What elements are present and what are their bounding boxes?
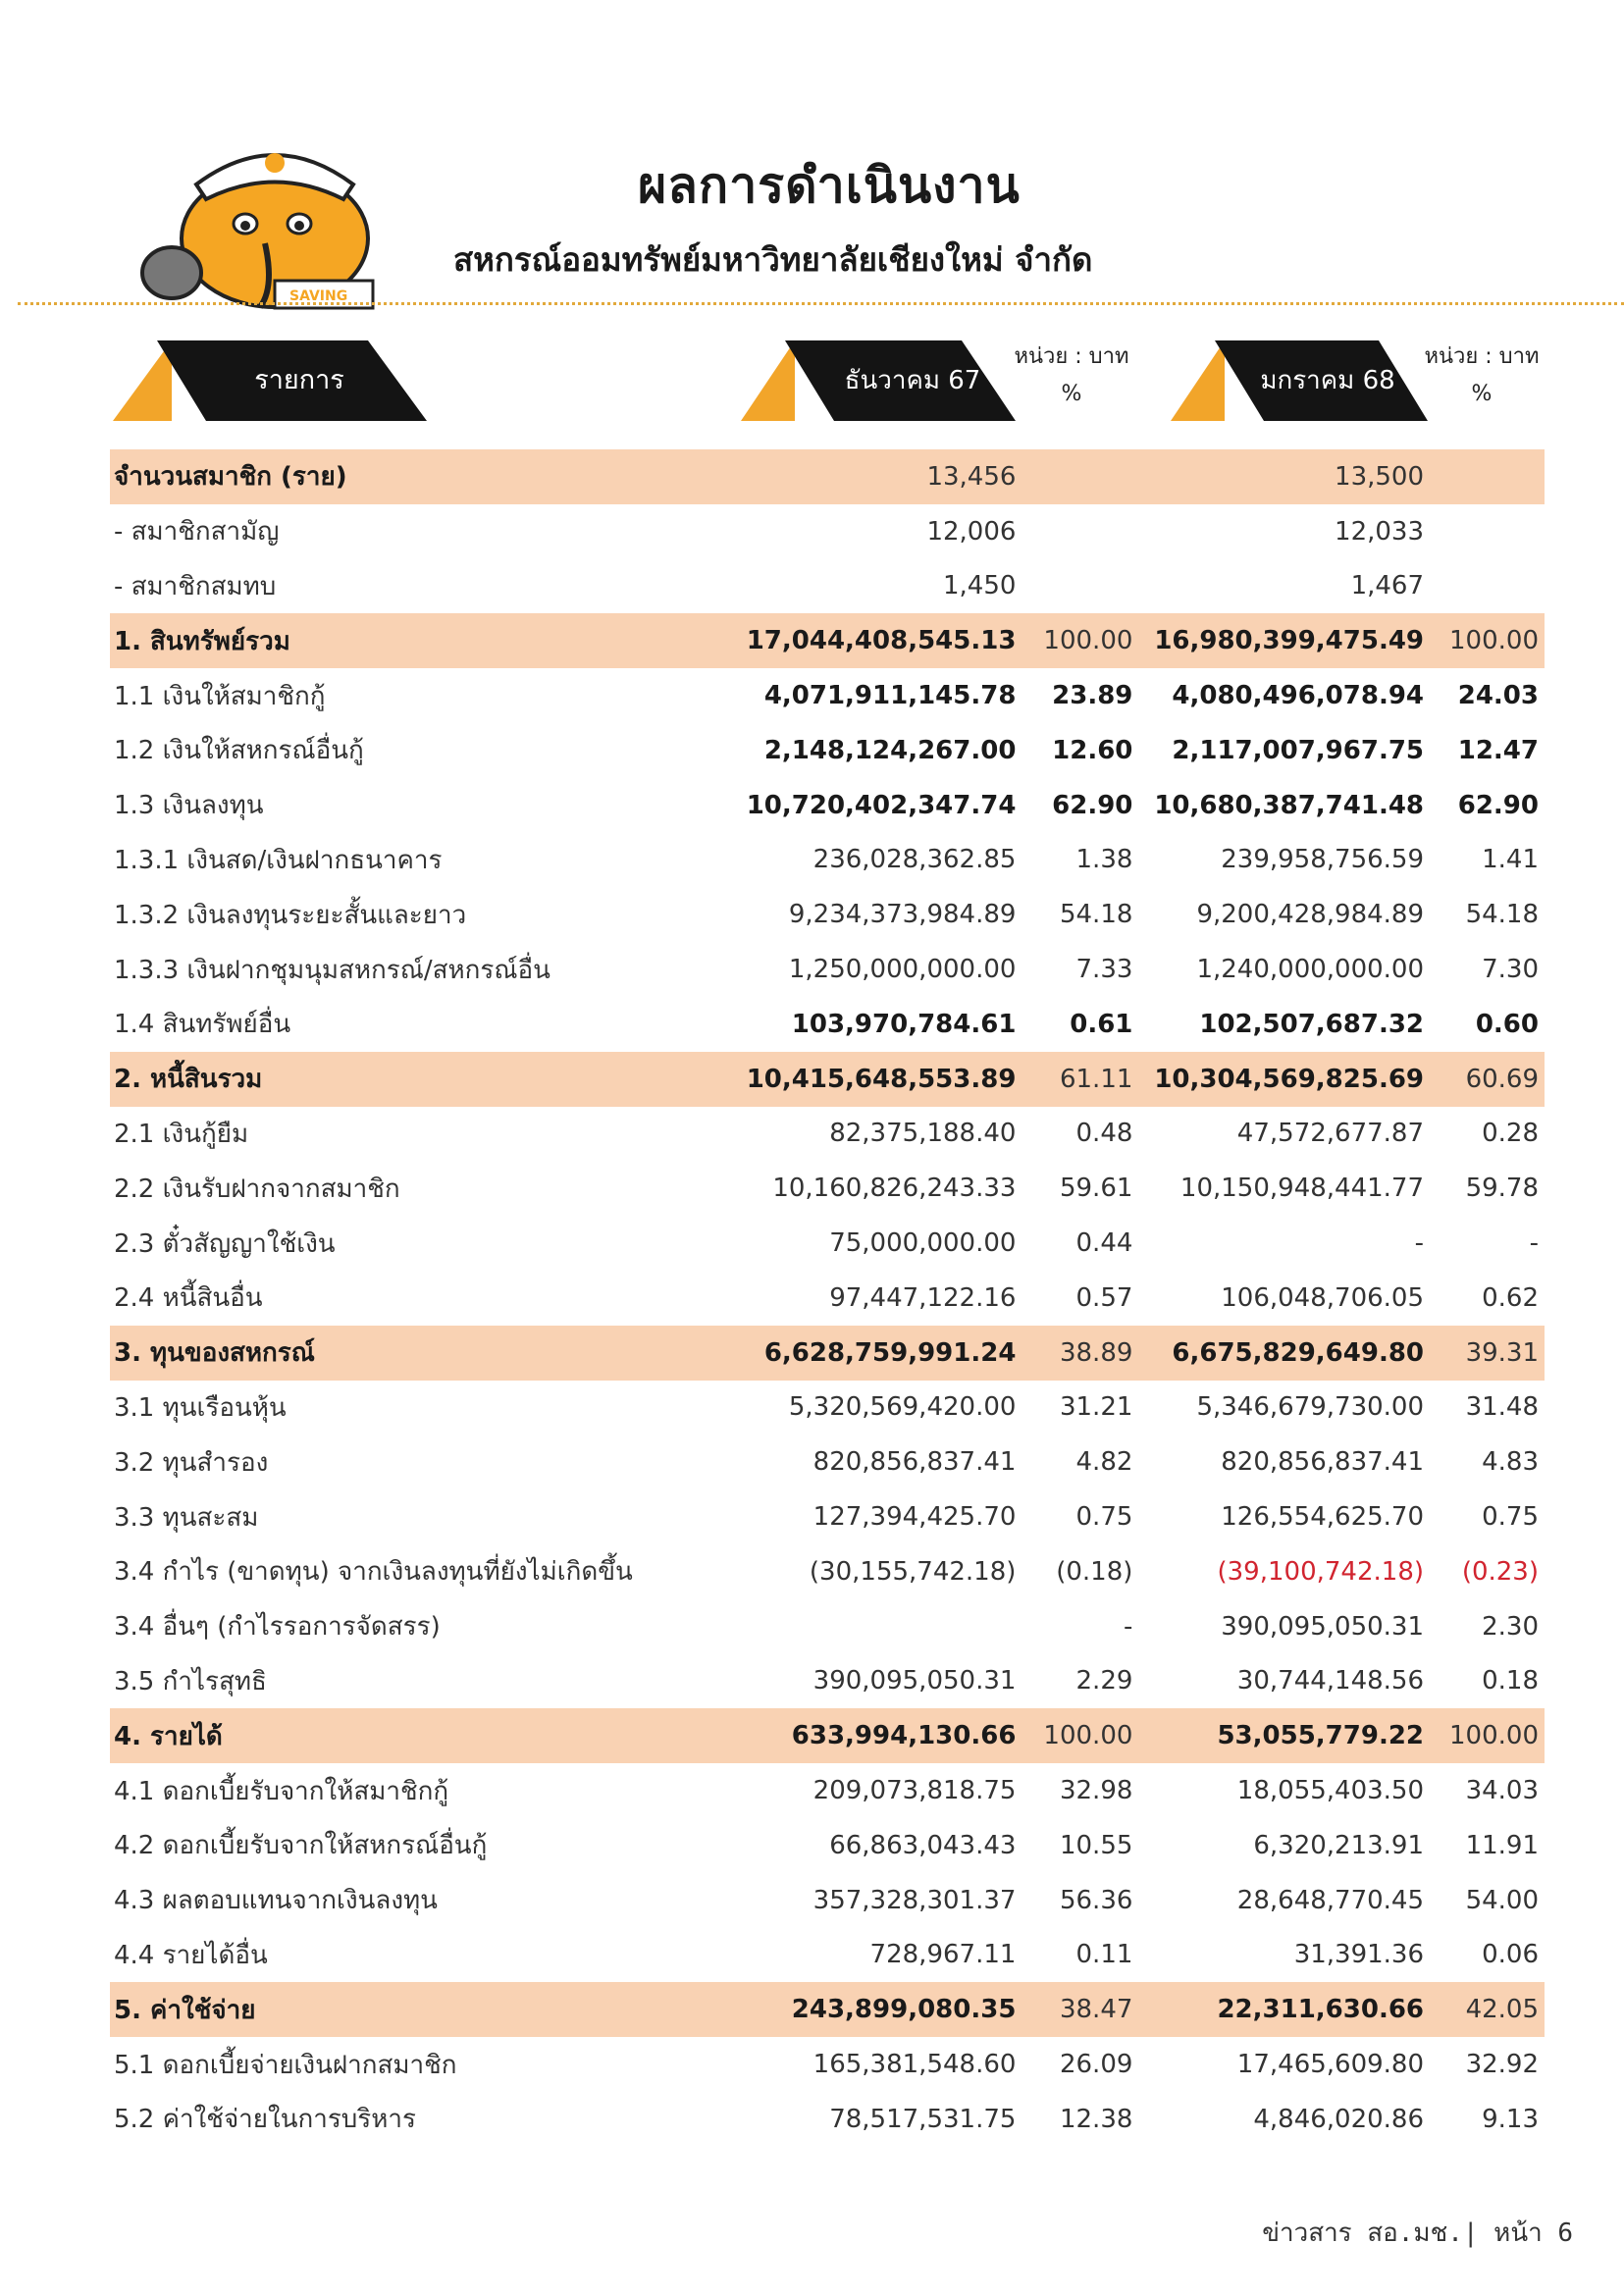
- row-percent-period1: 12.60: [1052, 735, 1133, 765]
- table-row: [110, 559, 1545, 614]
- row-label: 2.4 หนี้สินอื่น: [114, 1283, 263, 1314]
- row-percent-period2: 4.83: [1482, 1447, 1539, 1478]
- row-percent-period2: [1449, 504, 1545, 559]
- unit-label-2-percent: %: [1471, 382, 1493, 406]
- table-row: [110, 1544, 1545, 1599]
- page-title: ผลการดำเนินงาน: [638, 157, 1021, 214]
- row-percent-period1: 10.55: [1059, 1830, 1133, 1860]
- row-percent-period1: 0.75: [1075, 1502, 1133, 1533]
- row-percent-period1: 0.48: [1075, 1119, 1133, 1149]
- row-value-period1: 820,856,837.41: [812, 1447, 1017, 1478]
- row-value-period1: 13,456: [684, 449, 1043, 504]
- row-percent-period1: 62.90: [1052, 790, 1133, 820]
- row-value-period1: 17,044,408,545.13: [684, 613, 1043, 668]
- row-value-period2: -: [1414, 1228, 1425, 1259]
- row-label: 1.3 เงินลงทุน: [114, 791, 264, 821]
- row-value-period1: 390,095,050.31: [812, 1666, 1017, 1696]
- row-value-period2: 10,150,948,441.77: [1179, 1174, 1425, 1204]
- row-value-period2: 5,346,679,730.00: [1196, 1392, 1425, 1423]
- row-value-period2: 4,080,496,078.94: [1172, 681, 1425, 711]
- row-percent-period2: 0.06: [1482, 1940, 1539, 1970]
- row-value-period2: 820,856,837.41: [1221, 1447, 1425, 1478]
- unit-label-1: [1003, 339, 1140, 413]
- row-percent-period1: 2.29: [1075, 1666, 1133, 1696]
- row-label: 1.4 สินทรัพย์อื่น: [114, 1010, 291, 1040]
- row-label: 2. หนี้สินรวม: [110, 1052, 684, 1107]
- row-percent-period2: 9.13: [1482, 2104, 1539, 2134]
- table-row: [110, 1489, 1545, 1544]
- row-value-period1: 209,073,818.75: [812, 1776, 1017, 1806]
- row-value-period1: 82,375,188.40: [829, 1119, 1017, 1149]
- row-label: 3.4 อื่นๆ (กำไรรอการจัดสรร): [114, 1612, 441, 1643]
- unit-label-2-text: หน่วย : บาท: [1424, 344, 1540, 369]
- row-percent-period2: 0.62: [1482, 1282, 1539, 1313]
- row-percent-period2: 34.03: [1465, 1776, 1539, 1806]
- table-row: [110, 504, 1545, 559]
- row-percent-period2: 59.78: [1465, 1174, 1539, 1204]
- row-percent-period1: 54.18: [1059, 900, 1133, 930]
- unit-label-1-text: หน่วย : บาท: [1014, 344, 1129, 369]
- row-percent-period2: 24.03: [1457, 681, 1539, 711]
- row-value-period2: 16,980,399,475.49: [1142, 613, 1449, 668]
- row-value-period2: 9,200,428,984.89: [1196, 900, 1425, 930]
- row-percent-period1: 38.47: [1043, 1982, 1142, 2037]
- row-value-period2: 30,744,148.56: [1236, 1666, 1425, 1696]
- row-value-period1: 6,628,759,991.24: [684, 1326, 1043, 1381]
- row-label: 4.4 รายได้อื่น: [114, 1940, 268, 1970]
- row-percent-period1: 38.89: [1043, 1326, 1142, 1381]
- row-value-period2: 28,648,770.45: [1236, 1885, 1425, 1915]
- row-percent-period2: 7.30: [1482, 955, 1539, 985]
- row-percent-period2: 39.31: [1449, 1326, 1545, 1381]
- row-percent-period1: (0.18): [1056, 1556, 1133, 1587]
- row-value-period1: 127,394,425.70: [812, 1502, 1017, 1533]
- row-percent-period1: 59.61: [1059, 1174, 1133, 1204]
- row-value-period1: 728,967.11: [869, 1940, 1017, 1970]
- row-percent-period2: [1449, 559, 1545, 614]
- row-value-period2: 53,055,779.22: [1142, 1708, 1449, 1763]
- row-label: 3.5 กำไรสุทธิ: [114, 1666, 267, 1696]
- row-label: 5. ค่าใช้จ่าย: [110, 1982, 684, 2037]
- row-value-period1: 103,970,784.61: [791, 1009, 1017, 1039]
- page-subtitle: สหกรณ์ออมทรัพย์มหาวิทยาลัยเชียงใหม่ จำกัด: [453, 240, 1093, 279]
- row-label: 2.1 เงินกู้ยืม: [114, 1119, 249, 1149]
- row-percent-period2: 60.69: [1449, 1052, 1545, 1107]
- row-value-period2: 47,572,677.87: [1236, 1119, 1425, 1149]
- table-row: [110, 1818, 1545, 1873]
- row-percent-period2: 100.00: [1449, 1708, 1545, 1763]
- table-row: [110, 997, 1545, 1052]
- row-label: 4. รายได้: [110, 1708, 684, 1763]
- row-label: 2.2 เงินรับฝากจากสมาชิก: [114, 1174, 400, 1204]
- row-label: - สมาชิกสมทบ: [114, 571, 277, 601]
- row-label: 1.1 เงินให้สมาชิกกู้: [114, 681, 326, 711]
- row-value-period2: 2,117,007,967.75: [1172, 735, 1425, 765]
- row-value-period2: 239,958,756.59: [1221, 845, 1425, 875]
- row-percent-period2: 0.75: [1482, 1502, 1539, 1533]
- row-value-period2: 10,304,569,825.69: [1142, 1052, 1449, 1107]
- row-label: 5.1 ดอกเบี้ยจ่ายเงินฝากสมาชิก: [114, 2050, 457, 2080]
- row-label: - สมาชิกสามัญ: [114, 517, 280, 548]
- row-percent-period1: 4.82: [1075, 1447, 1133, 1478]
- row-percent-period1: 100.00: [1043, 613, 1142, 668]
- row-value-period1: 5,320,569,420.00: [788, 1392, 1017, 1423]
- row-label: 5.2 ค่าใช้จ่ายในการบริหาร: [114, 2105, 416, 2135]
- row-label: 3. ทุนของสหกรณ์: [110, 1326, 684, 1381]
- row-value-period1: 1,450: [942, 571, 1017, 601]
- row-percent-period1: 7.33: [1075, 955, 1133, 985]
- row-value-period2: 390,095,050.31: [1221, 1611, 1425, 1642]
- row-value-period1: 236,028,362.85: [812, 845, 1017, 875]
- row-label: 3.4 กำไร (ขาดทุน) จากเงินลงทุนที่ยังไม่เกิดขึ้น: [114, 1557, 633, 1588]
- divider: [18, 302, 1624, 305]
- header-period2-label: มกราคม 68: [1260, 366, 1395, 395]
- row-percent-period2: 12.47: [1457, 735, 1539, 765]
- header-period1-label: ธันวาคม 67: [844, 366, 981, 395]
- row-percent-period1: 0.57: [1075, 1282, 1133, 1313]
- row-value-period2: 10,680,387,741.48: [1154, 790, 1425, 820]
- mascot-label: SAVING: [289, 288, 348, 304]
- financial-table-body: [110, 449, 1545, 2147]
- table-row: [110, 833, 1545, 888]
- row-percent-period1: 0.11: [1075, 1940, 1133, 1970]
- row-percent-period2: 54.00: [1465, 1885, 1539, 1915]
- row-value-period1: 357,328,301.37: [812, 1885, 1017, 1915]
- row-value-period1: 2,148,124,267.00: [763, 735, 1017, 765]
- table-row: [110, 449, 1545, 504]
- row-value-period1: (30,155,742.18): [809, 1556, 1017, 1587]
- row-label: 1. สินทรัพย์รวม: [110, 613, 684, 668]
- row-percent-period2: 0.28: [1482, 1119, 1539, 1149]
- row-value-period1: 66,863,043.43: [829, 1830, 1017, 1860]
- row-value-period2: 102,507,687.32: [1199, 1009, 1425, 1039]
- row-value-period2: 4,846,020.86: [1253, 2104, 1425, 2134]
- row-value-period1: 1,250,000,000.00: [788, 955, 1017, 985]
- row-percent-period2: [1449, 449, 1545, 504]
- row-value-period2: 126,554,625.70: [1221, 1502, 1425, 1533]
- header-period1: [741, 340, 1016, 421]
- row-value-period1: 9,234,373,984.89: [788, 900, 1017, 930]
- row-percent-period1: 23.89: [1052, 681, 1133, 711]
- table-row: [110, 2037, 1545, 2092]
- table-row: [110, 1161, 1545, 1216]
- row-label: 4.2 ดอกเบี้ยรับจากให้สหกรณ์อื่นกู้: [114, 1831, 488, 1861]
- row-percent-period1: 1.38: [1075, 845, 1133, 875]
- row-label: 1.2 เงินให้สหกรณ์อื่นกู้: [114, 736, 364, 766]
- row-value-period1: 4,071,911,145.78: [763, 681, 1017, 711]
- row-value-period1: 78,517,531.75: [829, 2104, 1017, 2134]
- table-row: [110, 1435, 1545, 1489]
- row-label: จำนวนสมาชิก (ราย): [110, 449, 684, 504]
- table-row: [110, 1599, 1545, 1654]
- row-percent-period2: 100.00: [1449, 613, 1545, 668]
- financial-table: [110, 449, 1545, 2147]
- row-percent-period1: 32.98: [1059, 1776, 1133, 1806]
- row-value-period1: 10,720,402,347.74: [746, 790, 1017, 820]
- row-value-period1: 10,160,826,243.33: [772, 1174, 1017, 1204]
- header-period2: [1171, 340, 1428, 421]
- table-row: [110, 668, 1545, 723]
- row-value-period1: 243,899,080.35: [684, 1982, 1043, 2037]
- row-percent-period1: 12.38: [1059, 2104, 1133, 2134]
- row-value-period1: 165,381,548.60: [812, 2050, 1017, 2079]
- row-percent-period2: -: [1529, 1228, 1539, 1259]
- table-row: [110, 723, 1545, 778]
- row-percent-period2: 1.41: [1482, 845, 1539, 875]
- row-value-period1: [684, 1599, 1043, 1654]
- row-percent-period1: [1043, 559, 1142, 614]
- header-item: [113, 340, 427, 421]
- table-row: [110, 1763, 1545, 1818]
- row-percent-period1: -: [1124, 1611, 1133, 1642]
- row-percent-period2: 0.18: [1482, 1666, 1539, 1696]
- row-percent-period1: 0.61: [1070, 1009, 1133, 1039]
- table-row: [110, 1052, 1545, 1107]
- row-percent-period1: 31.21: [1059, 1392, 1133, 1423]
- table-row: [110, 942, 1545, 997]
- row-label: 1.3.2 เงินลงทุนระยะสั้นและยาว: [114, 900, 467, 930]
- table-row: [110, 1873, 1545, 1928]
- row-percent-period1: [1043, 449, 1142, 504]
- row-label: 1.3.3 เงินฝากชุมนุมสหกรณ์/สหกรณ์อื่น: [114, 955, 550, 985]
- row-value-period2: 18,055,403.50: [1236, 1776, 1425, 1806]
- row-value-period2: 31,391.36: [1293, 1940, 1425, 1970]
- header-item-label: รายการ: [254, 365, 344, 395]
- row-label: 3.3 ทุนสะสม: [114, 1502, 259, 1533]
- table-row: [110, 2092, 1545, 2147]
- row-value-period2: (39,100,742.18): [1217, 1556, 1425, 1587]
- table-row: [110, 1654, 1545, 1709]
- row-value-period2: 1,467: [1350, 571, 1425, 601]
- row-percent-period2: 62.90: [1457, 790, 1539, 820]
- row-percent-period2: 2.30: [1482, 1611, 1539, 1642]
- table-row: [110, 1326, 1545, 1381]
- row-value-period2: 106,048,706.05: [1221, 1282, 1425, 1313]
- row-value-period2: 17,465,609.80: [1236, 2050, 1425, 2079]
- unit-label-2: [1413, 339, 1550, 413]
- row-label: 2.3 ตั๋วสัญญาใช้เงิน: [114, 1228, 336, 1259]
- row-percent-period2: 0.60: [1475, 1009, 1539, 1039]
- unit-label-1-percent: %: [1061, 382, 1082, 406]
- table-row: [110, 1928, 1545, 1983]
- row-value-period1: 10,415,648,553.89: [684, 1052, 1043, 1107]
- row-value-period2: 12,033: [1335, 516, 1425, 547]
- table-row: [110, 1982, 1545, 2037]
- row-value-period2: 1,240,000,000.00: [1196, 955, 1425, 985]
- table-row: [110, 1381, 1545, 1435]
- row-value-period2: 6,675,829,649.80: [1142, 1326, 1449, 1381]
- table-row: [110, 1271, 1545, 1326]
- row-percent-period1: 100.00: [1043, 1708, 1142, 1763]
- row-label: 4.3 ผลตอบแทนจากเงินลงทุน: [114, 1886, 438, 1916]
- table-row: [110, 1216, 1545, 1271]
- mascot-logo: [128, 116, 412, 312]
- row-percent-period2: 11.91: [1465, 1830, 1539, 1860]
- row-value-period1: 633,994,130.66: [684, 1708, 1043, 1763]
- row-percent-period1: [1043, 504, 1142, 559]
- row-percent-period2: 32.92: [1465, 2050, 1539, 2079]
- row-percent-period2: (0.23): [1461, 1556, 1539, 1587]
- table-row: [110, 1708, 1545, 1763]
- row-value-period2: 13,500: [1142, 449, 1449, 504]
- row-label: 3.1 ทุนเรือนหุ้น: [114, 1392, 287, 1423]
- row-percent-period1: 56.36: [1059, 1885, 1133, 1915]
- row-value-period1: 97,447,122.16: [829, 1282, 1017, 1313]
- table-row: [110, 778, 1545, 833]
- row-percent-period1: 26.09: [1059, 2050, 1133, 2079]
- row-percent-period1: 0.44: [1075, 1228, 1133, 1259]
- row-value-period2: 22,311,630.66: [1142, 1982, 1449, 2037]
- row-percent-period1: 61.11: [1043, 1052, 1142, 1107]
- table-row: [110, 613, 1545, 668]
- row-value-period1: 12,006: [926, 516, 1017, 547]
- row-percent-period2: 31.48: [1465, 1392, 1539, 1423]
- row-percent-period2: 54.18: [1465, 900, 1539, 930]
- row-value-period1: 75,000,000.00: [829, 1228, 1017, 1259]
- page-footer: ข่าวสาร สอ.มช.| หน้า 6: [1262, 2218, 1573, 2248]
- table-row: [110, 887, 1545, 942]
- row-value-period2: 6,320,213.91: [1253, 1830, 1425, 1860]
- row-label: 4.1 ดอกเบี้ยรับจากให้สมาชิกกู้: [114, 1776, 449, 1806]
- row-label: 3.2 ทุนสำรอง: [114, 1447, 269, 1478]
- row-percent-period2: 42.05: [1449, 1982, 1545, 2037]
- table-row: [110, 1107, 1545, 1162]
- row-label: 1.3.1 เงินสด/เงินฝากธนาคาร: [114, 845, 443, 875]
